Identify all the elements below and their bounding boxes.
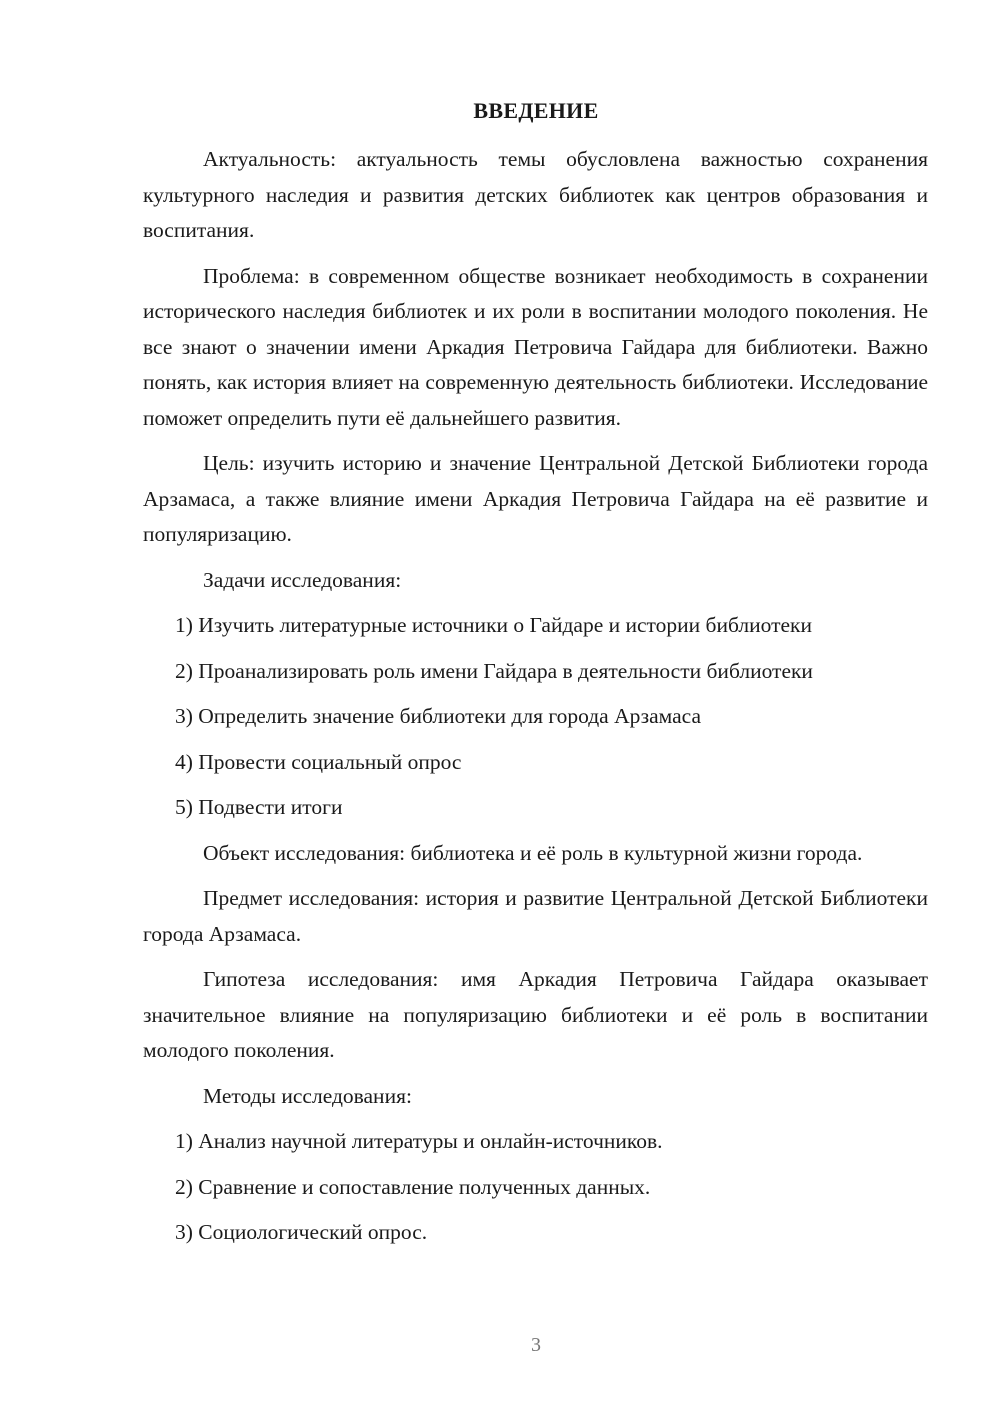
list-item: 3) Определить значение библиотеки для города Арзамаса <box>175 704 702 728</box>
list-item: 4) Провести социальный опрос <box>175 749 462 774</box>
problem-paragraph: Проблема: в современном обществе возникает необходимость в сохранении исторического наследия библиотек и их роли в воспитании молодого поколения. Не все знают о значении имени Аркадия Петровича Гайдара для библиотеки. Важно понять, как история влияет на современную деятельность библиотеки. Исследование поможет определить пути её дальнейшего развития. <box>143 263 928 430</box>
tasks-list <box>143 608 928 826</box>
list-item: 2) Сравнение и сопоставление полученных данных. <box>175 1174 651 1199</box>
object-paragraph: Объект исследования: библиотека и её роль в культурной жизни города. <box>203 840 863 865</box>
list-item: 2) Проанализировать роль имени Гайдара в деятельности библиотеки <box>175 658 813 683</box>
methods-list <box>143 1124 928 1251</box>
document-body <box>143 142 928 1261</box>
goal-paragraph: Цель: изучить историю и значение Центральной Детской Библиотеки города Арзамаса, а также влияние имени Аркадия Петровича Гайдара на её развитие и популяризацию. <box>143 451 928 546</box>
subject-paragraph: Предмет исследования: история и развитие Центральной Детской Библиотеки города Арзамаса. <box>143 886 928 946</box>
page-title: ВВЕДЕНИЕ <box>473 98 599 123</box>
list-item: 3) Социологический опрос. <box>175 1220 428 1244</box>
list-item: 1) Изучить литературные источники о Гайдаре и истории библиотеки <box>175 613 812 637</box>
relevance-paragraph: Актуальность: актуальность темы обусловлена важностью сохранения культурного наследия и развития детских библиотек как центров образования и воспитания. <box>143 147 928 242</box>
list-item: 5) Подвести итоги <box>175 795 343 819</box>
tasks-heading: Задачи исследования: <box>203 567 402 592</box>
page-number: 3 <box>531 1334 541 1356</box>
methods-heading: Методы исследования: <box>203 1083 412 1108</box>
hypothesis-paragraph: Гипотеза исследования: имя Аркадия Петровича Гайдара оказывает значительное влияние на популяризацию библиотеки и её роль в воспитании молодого поколения. <box>143 967 928 1062</box>
list-item: 1) Анализ научной литературы и онлайн-источников. <box>175 1129 663 1153</box>
